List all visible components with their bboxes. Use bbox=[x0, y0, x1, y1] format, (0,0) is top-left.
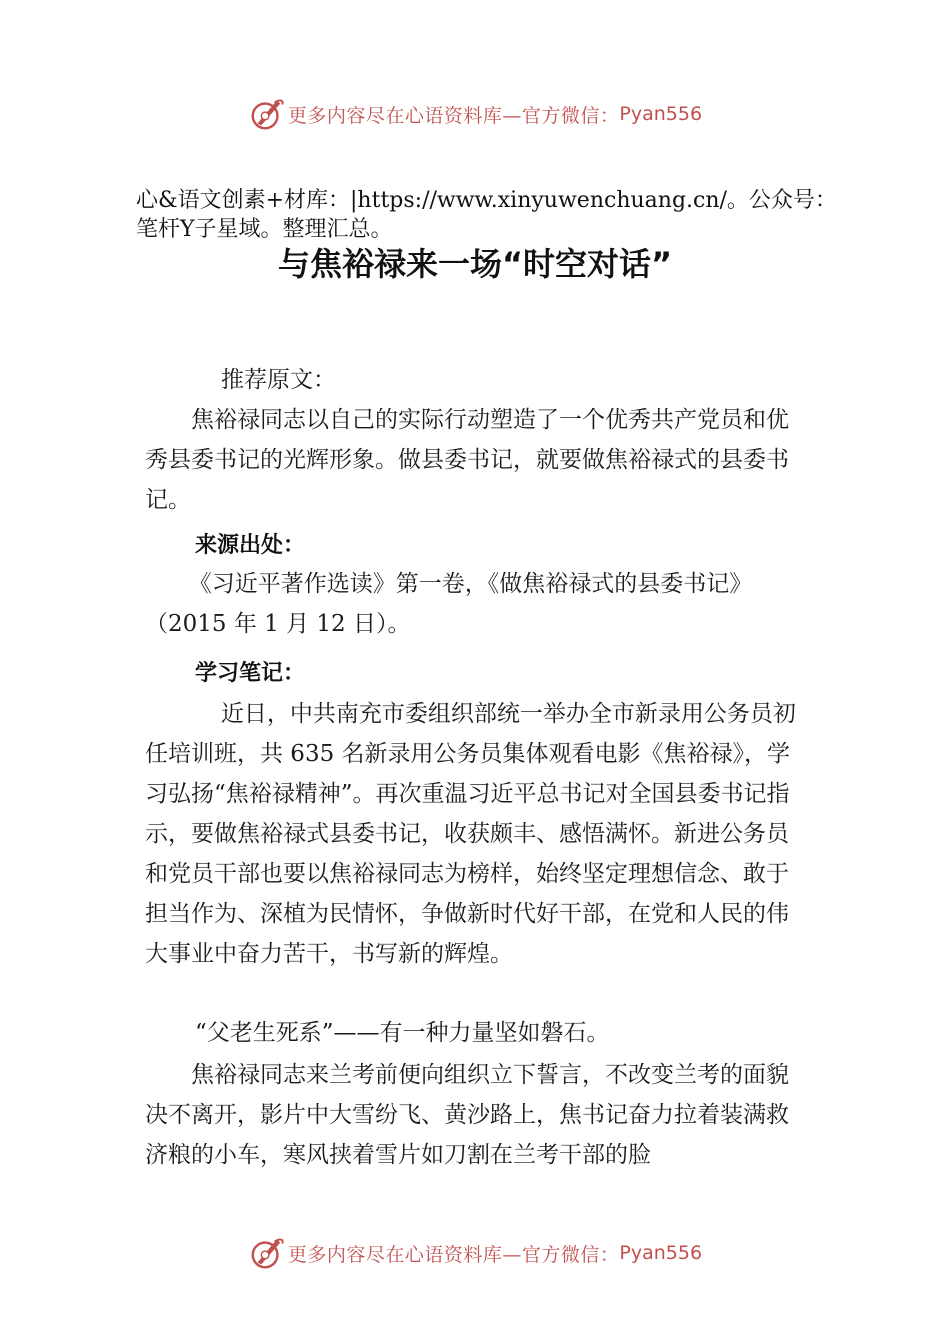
banner-wechat-id: Pyan556 bbox=[619, 1242, 703, 1264]
banner-text: 更多内容尽在心语资料库—官方微信： bbox=[287, 1243, 620, 1266]
banner-text: 更多内容尽在心语资料库—官方微信： bbox=[287, 104, 620, 127]
notes-heading: 学习笔记： bbox=[195, 661, 306, 686]
header-banner bbox=[0, 94, 950, 134]
page-title: 与焦裕禄来一场“时空对话” bbox=[277, 245, 673, 283]
quill-logo-icon bbox=[248, 1234, 286, 1272]
source-line: 心&语文创素+材库：|https://www.xinyuwenchuang.cn/。公众号：笔杆Y子星域。整理汇总。 bbox=[136, 188, 837, 242]
source-text: 《习近平著作选读》第一卷，《做焦裕禄式的县委书记》（2015 年 1 月 12 日）。 bbox=[145, 571, 753, 637]
recommend-text: 焦裕禄同志以自己的实际行动塑造了一个优秀共产党员和优秀县委书记的光辉形象。做县委书记，就要做焦裕禄式的县委书记。 bbox=[145, 407, 789, 513]
quill-logo-icon bbox=[248, 95, 286, 133]
footer-banner bbox=[0, 1233, 950, 1273]
notes-subheading: “父老生死系”——有一种力量坚如磐石。 bbox=[195, 1020, 610, 1046]
source-heading: 来源出处： bbox=[195, 533, 306, 558]
notes-paragraph-2: 焦裕禄同志来兰考前便向组织立下誓言，不改变兰考的面貌决不离开，影片中大雪纷飞、黄沙路上，焦书记奋力拉着装满救济粮的小车，寒风挟着雪片如刀割在兰考干部的脸 bbox=[145, 1062, 789, 1168]
notes-paragraph-1: 近日，中共南充市委组织部统一举办全市新录用公务员初任培训班，共 635 名新录用公务员集体观看电影《焦裕禄》，学习弘扬“焦裕禄精神”。再次重温习近平总书记对全国县委书记指示，要做焦裕禄式县委书记，收获颇丰、感悟满怀。新进公务员和党员干部也要以焦裕禄同志为榜样，始终坚定理想信念、敢于担当作为、深植为民情怀，争做新时代好干部，在党和人民的伟大事业中奋力苦干，书写新的辉煌。 bbox=[145, 701, 796, 967]
recommend-label: 推荐原文： bbox=[221, 367, 336, 393]
banner-wechat-id: Pyan556 bbox=[619, 103, 703, 125]
